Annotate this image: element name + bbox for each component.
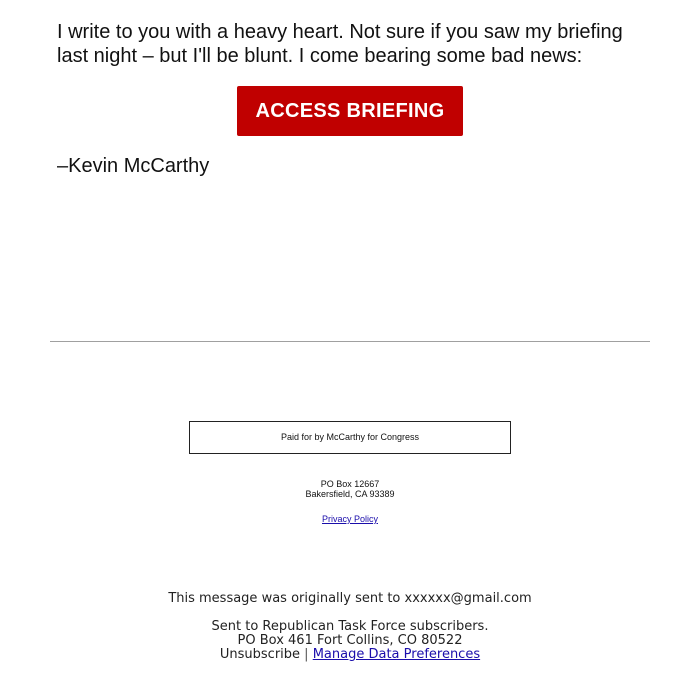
- access-briefing-button[interactable]: ACCESS BRIEFING: [237, 86, 463, 136]
- link-separator: |: [304, 647, 309, 662]
- intro-paragraph: I write to you with a heavy heart. Not sure if you saw my briefing last night – but I'll be blunt. I come bearing some bad news:: [57, 21, 623, 67]
- address-line-1: PO Box 12667: [320, 479, 380, 489]
- unsubscribe-link[interactable]: Unsubscribe: [219, 647, 301, 662]
- paid-for-box: Paid for by McCarthy for Congress: [189, 421, 511, 454]
- footer-divider: [50, 341, 650, 342]
- manage-preferences-link[interactable]: Manage Data Preferences: [312, 647, 481, 662]
- campaign-address: [0, 479, 700, 499]
- privacy-policy-link[interactable]: Privacy Policy: [321, 514, 378, 524]
- address-line-2: Bakersfield, CA 93389: [305, 489, 395, 499]
- sender-address: PO Box 461 Fort Collins, CO 80522: [237, 633, 463, 648]
- originally-sent-notice: This message was originally sent to xxxxxx@gmail.com: [168, 591, 532, 606]
- privacy-row: [0, 513, 700, 525]
- subscriber-notice: Sent to Republican Task Force subscribers.: [211, 619, 489, 634]
- unsubscribe-row: [0, 648, 700, 662]
- signature: –Kevin McCarthy: [57, 155, 210, 177]
- cta-container: [0, 86, 700, 136]
